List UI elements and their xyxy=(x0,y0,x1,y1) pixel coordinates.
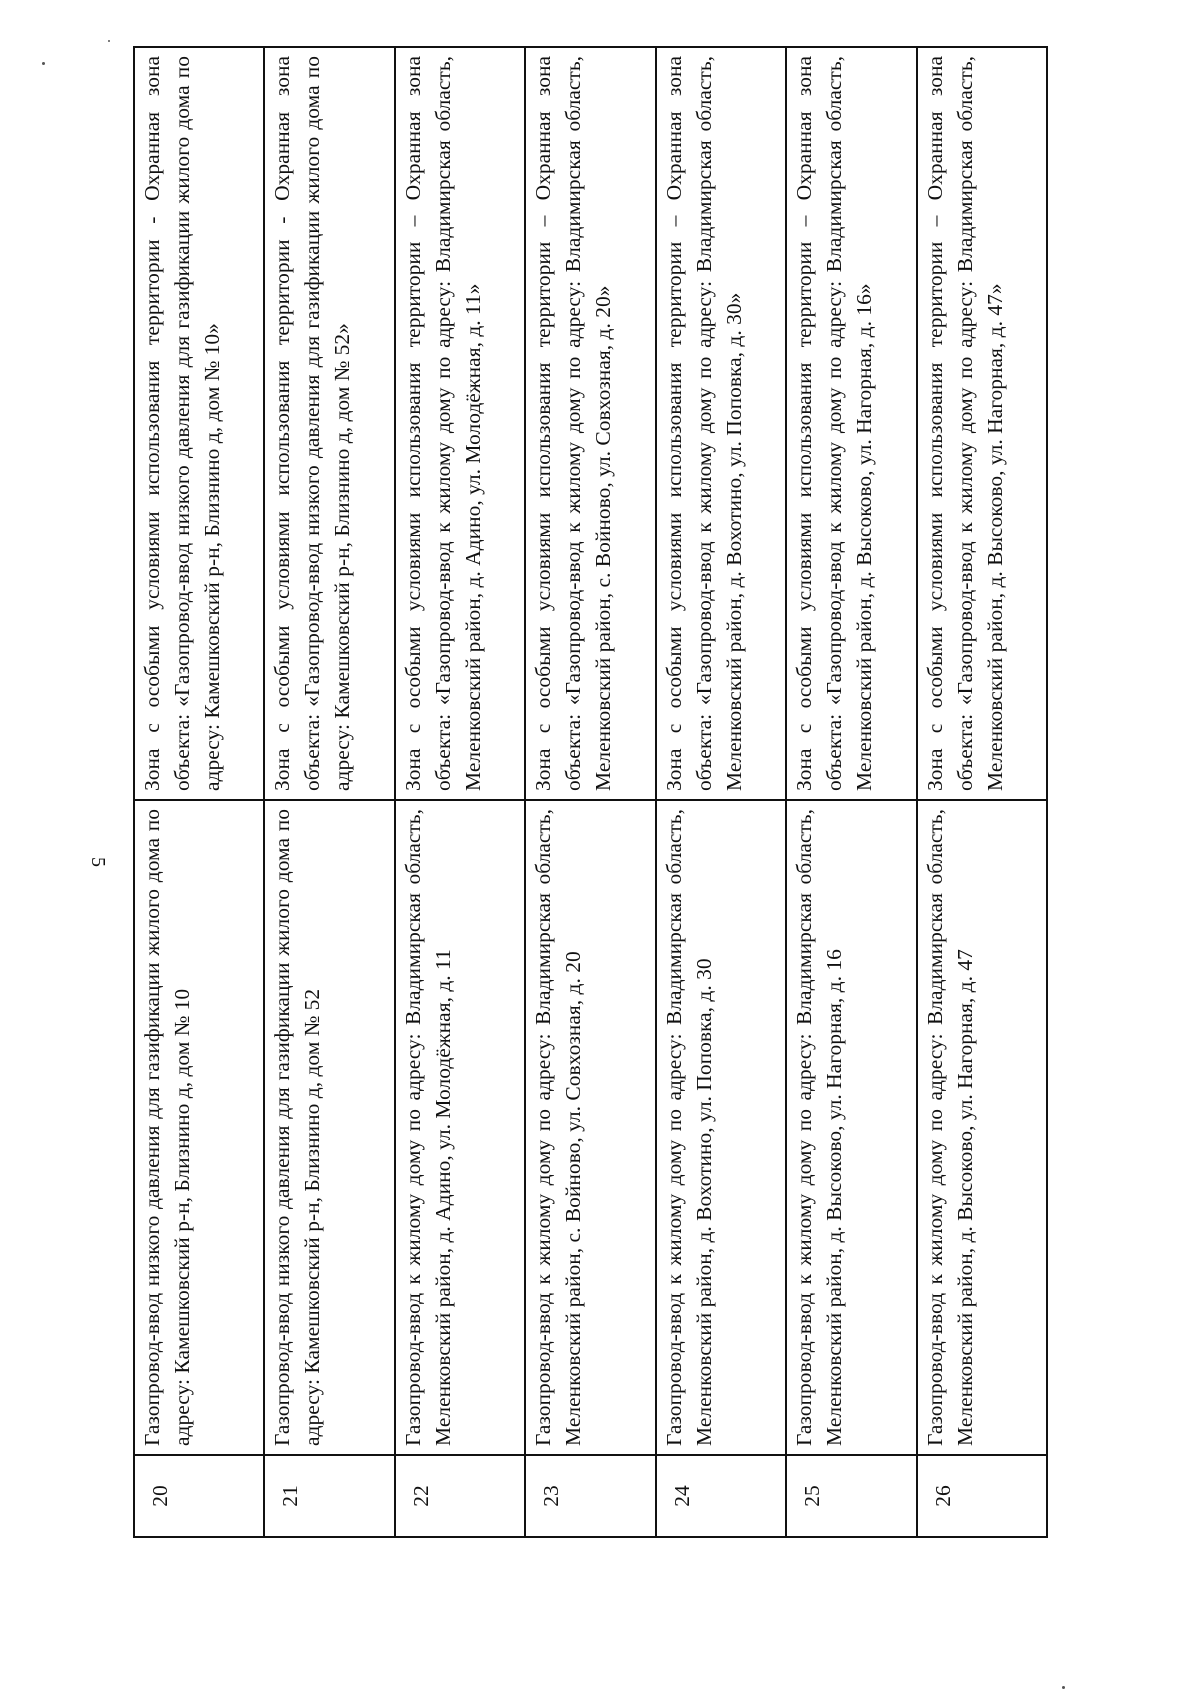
zone-description-cell: Зона с особыми условиями использования территории – Охранная зона объекта: «Газопровод-ввод к жилому дому по адресу: Владимирская область, Меленковский район, д. Высоково, ул. Нагорная, д. 47» xyxy=(917,47,1047,800)
zone-description-cell: Зона с особыми условиями использования территории - Охранная зона объекта: «Газопровод-ввод низкого давления для газификации жилого дома по адресу: Камешковский р-н, Близнино д, дом № 52» xyxy=(264,47,394,800)
object-name-cell: Газопровод-ввод низкого давления для газификации жилого дома по адресу: Камешковский р-н, Близнино д, дом № 52 xyxy=(264,800,394,1455)
table-row xyxy=(656,47,786,1537)
zones-table xyxy=(133,46,1048,1538)
row-number: 21 xyxy=(264,1455,394,1537)
zones-table-rotated xyxy=(133,48,1048,1538)
object-name-cell: Газопровод-ввод низкого давления для газификации жилого дома по адресу: Камешковский р-н, Близнино д, дом № 10 xyxy=(134,800,264,1455)
zone-description-cell: Зона с особыми условиями использования территории – Охранная зона объекта: «Газопровод-ввод к жилому дому по адресу: Владимирская область, Меленковский район, д. Вохотино, ул. Поповка, д. 30» xyxy=(656,47,786,800)
row-number: 25 xyxy=(786,1455,916,1537)
row-number: 26 xyxy=(917,1455,1047,1537)
scan-speck xyxy=(42,62,45,65)
row-number: 20 xyxy=(134,1455,264,1537)
zone-description-cell: Зона с особыми условиями использования территории – Охранная зона объекта: «Газопровод-ввод к жилому дому по адресу: Владимирская область, Меленковский район, д. Высоково, ул. Нагорная, д. 16» xyxy=(786,47,916,800)
object-name-cell: Газопровод-ввод к жилому дому по адресу: Владимирская область, Меленковский район, д. Адино, ул. Молодёжная, д. 11 xyxy=(395,800,525,1455)
page-number: 5 xyxy=(87,857,109,867)
row-number: 24 xyxy=(656,1455,786,1537)
object-name-cell: Газопровод-ввод к жилому дому по адресу: Владимирская область, Меленковский район, с. Войново, ул. Совхозная, д. 20 xyxy=(525,800,655,1455)
object-name-cell: Газопровод-ввод к жилому дому по адресу: Владимирская область, Меленковский район, д. Вохотино, ул. Поповка, д. 30 xyxy=(656,800,786,1455)
zone-description-cell: Зона с особыми условиями использования территории – Охранная зона объекта: «Газопровод-ввод к жилому дому по адресу: Владимирская область, Меленковский район, с. Войново, ул. Совхозная, д. 20» xyxy=(525,47,655,800)
zone-description-cell: Зона с особыми условиями использования территории - Охранная зона объекта: «Газопровод-ввод низкого давления для газификации жилого дома по адресу: Камешковский р-н, Близнино д, дом № 10» xyxy=(134,47,264,800)
table-row xyxy=(917,47,1047,1537)
table-row xyxy=(395,47,525,1537)
zones-table-container xyxy=(133,48,1048,1538)
object-name-cell: Газопровод-ввод к жилому дому по адресу: Владимирская область, Меленковский район, д. Высоково, ул. Нагорная, д. 16 xyxy=(786,800,916,1455)
table-row xyxy=(134,47,264,1537)
table-row xyxy=(264,47,394,1537)
row-number: 22 xyxy=(395,1455,525,1537)
table-row xyxy=(525,47,655,1537)
scan-speck xyxy=(108,40,110,42)
table-row xyxy=(786,47,916,1537)
row-number: 23 xyxy=(525,1455,655,1537)
zone-description-cell: Зона с особыми условиями использования территории – Охранная зона объекта: «Газопровод-ввод к жилому дому по адресу: Владимирская область, Меленковский район, д. Адино, ул. Молодёжная, д. 11» xyxy=(395,47,525,800)
object-name-cell: Газопровод-ввод к жилому дому по адресу: Владимирская область, Меленковский район, д. Высоково, ул. Нагорная, д. 47 xyxy=(917,800,1047,1455)
scan-speck xyxy=(1062,1686,1065,1689)
